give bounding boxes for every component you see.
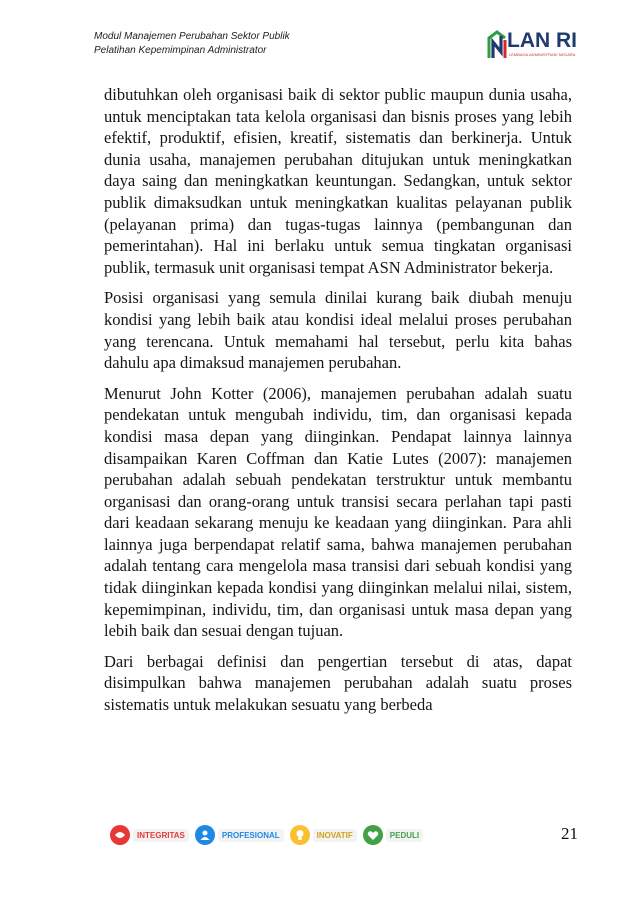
badge-profesional [195,825,284,845]
paragraph-1: dibutuhkan oleh organisasi baik di sektor public maupun dunia usaha, untuk menciptakan tata kelola organisasi dan bisnis proses yang lebih efektif, produktif, efisien, kreatif, sistematis dan berkinerja. Untuk dunia usaha, manajemen perubahan ditujukan untuk meningkatkan daya saing dan meningkatkan keuntungan. Sedangkan, untuk sektor publik dimaksudkan untuk meningkatkan kualitas pelayanan publik (pelayanan prima) dan tugas-tugas lainnya (pembangunan dan pemerintahan). Hal ini berlaku untuk semua tingkatan organisasi publik, termasuk unit organisasi tempat ASN Administrator bekerja. [104,85,572,277]
core-values-badges [110,822,423,848]
header-module-title: Modul Manajemen Perubahan Sektor Publik [94,31,290,42]
badge-label: INOVATIF [313,829,357,842]
badge-label: PEDULI [386,829,423,842]
paragraph-4: Dari berbagai definisi dan pengertian tersebut di atas, dapat disimpulkan bahwa manajemen perubahan adalah suatu proses sistematis untuk melakukan sesuatu yang berbeda [104,651,572,715]
badge-inovatif [290,825,357,845]
care-icon [363,825,383,845]
lan-ri-emblem-icon [487,30,509,60]
badge-label: INTEGRITAS [133,829,189,842]
body-text [104,84,572,725]
header-training-title: Pelatihan Kepemimpinan Administrator [94,45,267,56]
integrity-icon [110,825,130,845]
paragraph-2: Posisi organisasi yang semula dinilai kurang baik diubah menuju kondisi yang lebih baik atau kondisi ideal melalui proses perubahan yang terencana. Untuk memahami hal tersebut, perlu kita bahas dahulu apa dimaksud manajemen perubahan. [104,288,572,373]
running-header [94,30,290,58]
professional-icon [195,825,215,845]
logo-subtitle: LEMBAGA ADMINISTRASI NEGARA [509,52,576,57]
page-number: 21 [561,824,578,843]
lan-ri-logo [487,28,587,70]
badge-peduli [363,825,423,845]
logo-text: LAN RI [507,29,577,52]
badge-label: PROFESIONAL [218,829,284,842]
badge-integritas [110,825,189,845]
innovation-bulb-icon [290,825,310,845]
paragraph-3: Menurut John Kotter (2006), manajemen perubahan adalah suatu pendekatan untuk mengubah individu, tim, dan organisasi kepada kondisi masa depan yang diinginkan. Pendapat lainnya lainnya disampaikan Karen Coffman dan Katie Lutes (2007): manajemen perubahan adalah sebuah pendekatan terstruktur untuk membantu organisasi dan orang-orang untuk transisi secara perlahan tapi pasti dari keadaan sekarang menuju ke keadaan yang diinginkan. Para ahli lainnya juga berpendapat relatif sama, bahwa manajemen perubahan adalah tentang cara mengelola masa transisi dari sebuah kondisi yang tidak diinginkan kepada kondisi yang diinginkan melalui nilai, sistem, kepemimpinan, individu, tim, dan organisasi untuk masa depan yang lebih baik dan sesuai dengan tujuan. [104,383,572,641]
